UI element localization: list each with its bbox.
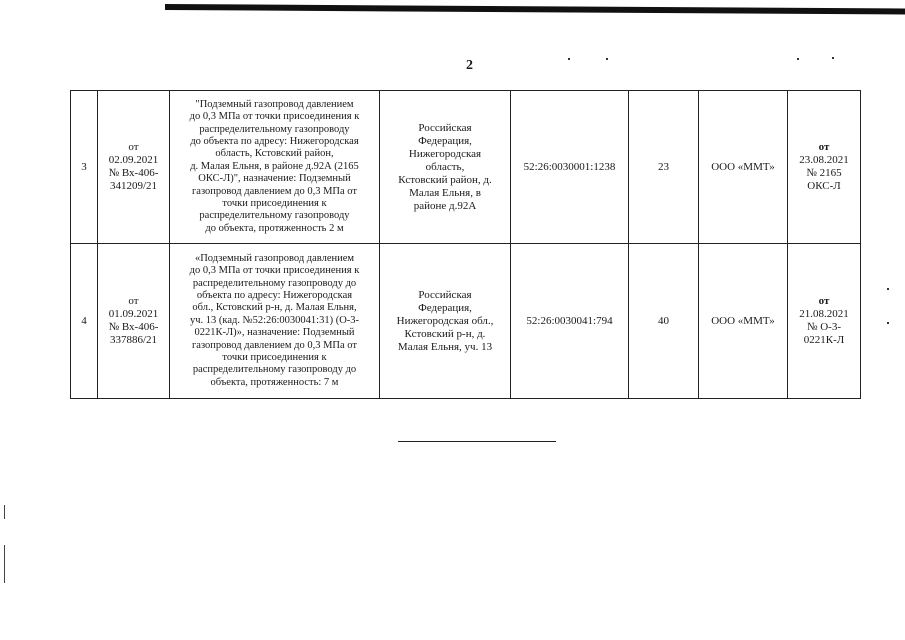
owner-name: ООО «ММТ» [711, 160, 775, 173]
object-line: до 0,3 МПа от точки присоединения к [189, 265, 360, 277]
address-line: Российская [418, 121, 472, 134]
object-line: ОКС-Л)", назначение: Подземный [198, 173, 351, 185]
decision-cell [788, 244, 861, 399]
request-line: 337886/21 [109, 334, 158, 346]
cadastral-number-cell [511, 244, 629, 399]
address-line: районе д.92А [413, 199, 477, 212]
address-line: Малая Ельня, уч. 13 [397, 340, 493, 353]
scan-speck [568, 58, 570, 60]
request-line: 01.09.2021 [108, 308, 159, 320]
object-line: распределительному газопроводу [199, 123, 350, 135]
scan-speck [887, 322, 889, 324]
decision-line: № 2165 [806, 167, 842, 179]
row-number-cell [71, 91, 98, 244]
owner-cell [699, 91, 788, 244]
object-line: газопровод давлением до 0,3 МПа от [192, 185, 357, 197]
scan-speck [797, 58, 799, 60]
scan-edge-mark [4, 505, 5, 519]
objects-table [70, 90, 861, 399]
object-line: область, Кстовский район, [215, 148, 334, 160]
object-line: объекта по адресу: Нижегородская [196, 289, 353, 301]
object-line: до объекта по адресу: Нижегородская [190, 135, 359, 147]
decision-line: от [818, 141, 830, 153]
object-line: д. Малая Ельня, в районе д.92А (2165 [190, 160, 359, 172]
decision-line: 21.08.2021 [799, 308, 849, 320]
object-line: обл., Кстовский р-н, д. Малая Ельня, [192, 302, 357, 314]
object-line: распределительному газопроводу до [192, 277, 357, 289]
object-line: «Подземный газопровод давлением [194, 252, 355, 264]
footnote-separator-rule [398, 441, 556, 442]
address-line: область, [425, 160, 465, 173]
address-line: Нижегородская [408, 147, 482, 160]
address-cell [380, 244, 511, 399]
owner-name: ООО «ММТ» [711, 314, 775, 327]
address-line: Федерация, [418, 301, 472, 314]
request-cell [98, 244, 170, 399]
object-line: точки присоединения к [222, 352, 327, 364]
request-line: № Вх-406- [108, 321, 159, 333]
request-line: 341209/21 [109, 180, 158, 192]
area-cell [629, 91, 699, 244]
owner-cell [699, 244, 788, 399]
object-line: 0221К-Л)», назначение: Подземный [194, 327, 355, 339]
request-line: от [128, 295, 139, 307]
object-line: газопровод давлением до 0,3 МПа от [192, 339, 357, 351]
table-row [71, 244, 861, 399]
decision-line: от [818, 295, 830, 307]
row-number: 3 [81, 160, 87, 173]
request-cell [98, 91, 170, 244]
table-row [71, 91, 861, 244]
decision-line: 0221К-Л [803, 334, 845, 346]
page-number: 2 [466, 58, 473, 73]
address-line: Кстовский р-н, д. [404, 327, 486, 340]
top-border-rule [165, 4, 905, 15]
scan-speck [832, 57, 834, 59]
area-value: 23 [658, 160, 669, 173]
decision-line: № О-3- [806, 321, 841, 333]
cadastral-number: 52:26:0030041:794 [526, 314, 613, 327]
scan-speck [887, 288, 889, 290]
decision-line: ОКС-Л [807, 180, 841, 192]
scan-edge-mark [4, 545, 5, 583]
object-line: распределительному газопроводу [199, 210, 350, 222]
object-line: "Подземный газопровод давлением [195, 98, 354, 110]
address-line: Кстовский район, д. [398, 173, 492, 186]
object-line: до объекта, протяженность 2 м [205, 222, 344, 234]
object-line: точки присоединения к [222, 198, 327, 210]
decision-line: 23.08.2021 [799, 154, 849, 166]
address-line: Нижегородская обл., [396, 314, 494, 327]
cadastral-number: 52:26:0030001:1238 [523, 160, 616, 173]
address-line: Малая Ельня, в [409, 186, 481, 199]
request-line: 02.09.2021 [108, 154, 159, 166]
request-line: от [128, 141, 139, 153]
object-description-cell [170, 91, 380, 244]
scan-speck [606, 58, 608, 60]
object-line: до 0,3 МПа от точки присоединения к [189, 111, 360, 123]
area-value: 40 [658, 314, 669, 327]
cadastral-number-cell [511, 91, 629, 244]
address-line: Российская [418, 288, 472, 301]
object-description-cell [170, 244, 380, 399]
address-cell [380, 91, 511, 244]
address-line: Федерация, [418, 134, 472, 147]
decision-cell [788, 91, 861, 244]
request-line: № Вх-406- [108, 167, 159, 179]
area-cell [629, 244, 699, 399]
object-line: уч. 13 (кад. №52:26:0030041:31) (О-3- [189, 314, 360, 326]
row-number-cell [71, 244, 98, 399]
row-number: 4 [81, 314, 87, 327]
object-line: распределительному газопроводу до [192, 364, 357, 376]
object-line: объекта, протяженность: 7 м [210, 376, 339, 388]
